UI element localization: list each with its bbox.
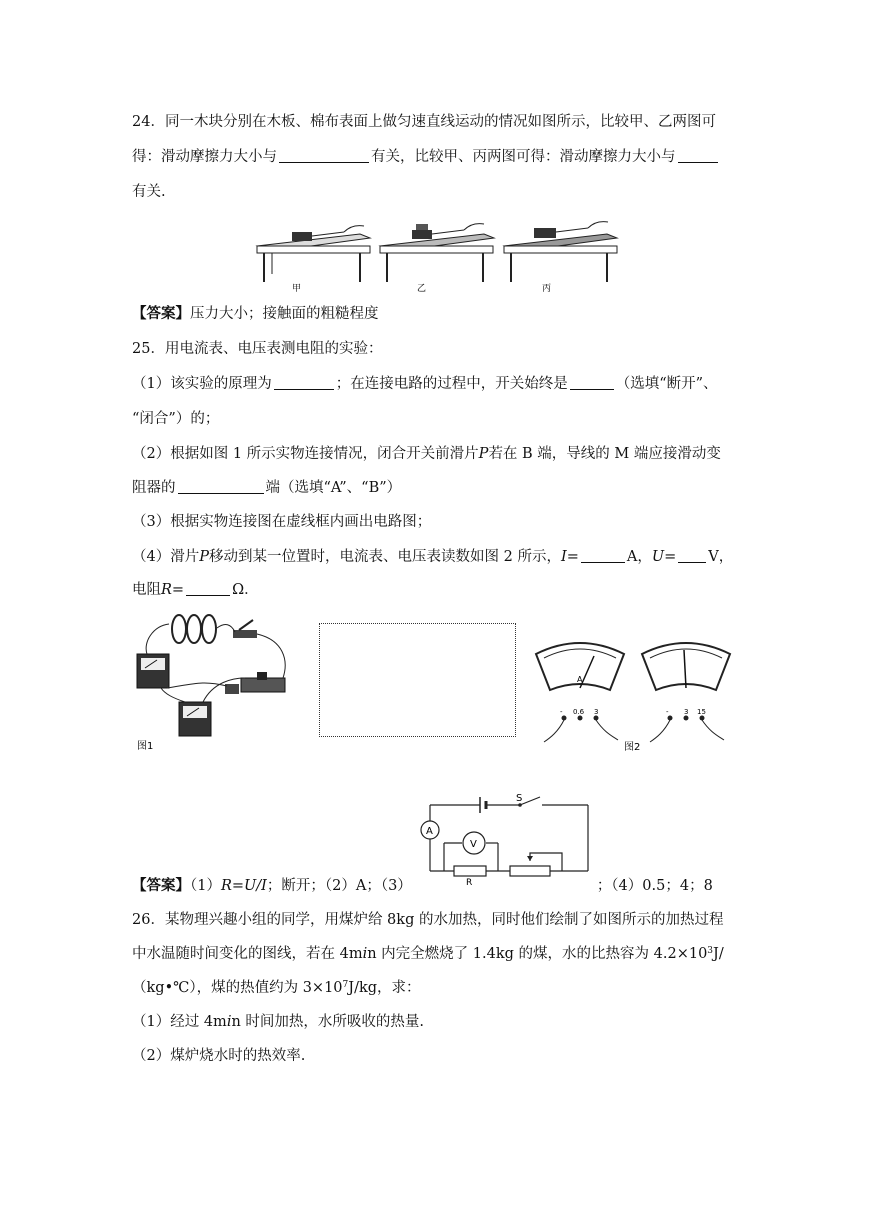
- equals: =: [566, 549, 579, 565]
- figure-1-label: 图1: [137, 741, 154, 752]
- q25-text: （4）滑片: [132, 549, 200, 565]
- circuit-rheostat: [510, 866, 550, 876]
- q24-line2: [132, 147, 720, 167]
- q25-part1-cont: “闭合”）的；: [132, 411, 220, 427]
- var-r: R: [161, 582, 172, 598]
- equals: =: [171, 582, 185, 598]
- answer-tag: 【答案】: [132, 305, 190, 322]
- q25-part4-cont: [132, 580, 259, 600]
- q26-text: （1）经过 4m: [132, 1014, 227, 1030]
- label-yi: 乙: [417, 284, 427, 294]
- figure-2-label: 图2: [624, 742, 641, 753]
- ammeter-terminals: [544, 708, 618, 742]
- table-bing: [504, 222, 617, 282]
- circuit-resistor: [454, 866, 486, 876]
- switch-label: S: [516, 793, 523, 804]
- q25-text: 移动到某一位置时，电流表、电压表读数如图 2 所示，: [209, 549, 561, 565]
- terminal-label: -: [666, 708, 669, 716]
- q25-text: 端（选填“A”、“B”）: [265, 480, 402, 496]
- table-jia: [257, 226, 370, 282]
- answer-blank[interactable]: [678, 147, 718, 163]
- q25-text: 电阻: [132, 582, 161, 598]
- voltmeter-symbol-label: V: [470, 839, 477, 850]
- rheostat-device: [225, 672, 285, 694]
- q25-part4: [132, 547, 733, 567]
- terminal-label: 0.6: [573, 708, 585, 716]
- answer-formula: R=U/I: [220, 878, 267, 894]
- equals: =: [664, 549, 677, 565]
- q25-title: 25．用电流表、电压表测电阻的实验：: [132, 341, 383, 357]
- q26-text: n 时间加热，水所吸收的热量.: [231, 1014, 425, 1030]
- unit-ohm: Ω．: [232, 582, 259, 598]
- ammeter-letter: A: [577, 675, 583, 684]
- q26-line5: （2）煤炉烧水时的热效率.: [132, 1048, 306, 1064]
- answer-circuit-diagram: [412, 793, 592, 885]
- ammeter-device: [137, 654, 169, 688]
- var-u: U: [651, 549, 665, 565]
- answer-blank[interactable]: [178, 478, 264, 494]
- unit-v: V，: [708, 549, 734, 565]
- voltmeter-terminals: [650, 708, 724, 742]
- q26-text: （kg•℃），煤的热值约为 3×10: [132, 980, 343, 996]
- var-p: P: [478, 446, 489, 462]
- q26-text: J/kg，求：: [348, 980, 421, 996]
- q24-text: 有关，比较甲、丙两图可得：滑动摩擦力大小与: [371, 149, 676, 165]
- q26-line1: 26．某物理兴趣小组的同学，用煤炉给 8kg 的水加热，同时他们绘制了如图所示的加热过程: [132, 912, 724, 928]
- answer-blank[interactable]: [581, 547, 625, 563]
- q25-answer: [132, 876, 713, 896]
- q25-text: ；在连接电路的过程中，开关始终是: [335, 376, 568, 392]
- label-jia: 甲: [292, 284, 302, 294]
- q24-answer: [132, 304, 379, 324]
- battery-pack: [172, 615, 216, 643]
- answer-blank[interactable]: [678, 547, 706, 563]
- q25-part2-cont: [132, 478, 401, 498]
- switch-blade: [520, 797, 540, 805]
- terminal-label: 3: [594, 708, 599, 716]
- q25-part1: [132, 374, 718, 394]
- switch-device: [233, 620, 257, 638]
- answer-blank[interactable]: [279, 147, 369, 163]
- q25-text: （1）该实验的原理为: [132, 376, 272, 392]
- q26-line2: [132, 944, 724, 964]
- var-p: P: [199, 549, 209, 565]
- q25-text: （2）根据如图 1 所示实物连接情况，闭合开关前滑片: [132, 446, 479, 462]
- unit-a: A，: [626, 549, 652, 565]
- circuit-drawing-box[interactable]: [319, 623, 516, 737]
- voltmeter-dial: [642, 643, 730, 690]
- figure-1-apparatus: [133, 612, 293, 752]
- var-i: I: [560, 549, 567, 565]
- q25-text: 阻器的: [132, 480, 176, 496]
- answer-blank[interactable]: [570, 374, 614, 390]
- q25-text: 若在 B 端，导线的 M 端应接滑动变: [488, 446, 721, 462]
- q26-text: J/: [713, 946, 724, 962]
- q24-line3: 有关.: [132, 184, 166, 200]
- q26-line4: [132, 1012, 424, 1032]
- q25-part2: [132, 444, 721, 464]
- rheostat-slider-arrow: [527, 856, 533, 861]
- q25-answer-text: （1）: [190, 878, 221, 894]
- q25-part3: （3）根据实物连接图在虚线框内画出电路图；: [132, 514, 432, 530]
- terminal-label: -: [560, 708, 563, 716]
- terminal-label: 3: [684, 708, 689, 716]
- resistor-label: R: [466, 878, 473, 885]
- q25-answer-text: ；（4）0.5；4；8: [596, 878, 713, 894]
- q25-answer-text: ；断开；（2）A；（3）: [266, 878, 412, 894]
- exponent: 7: [342, 980, 349, 990]
- terminal-label: 15: [697, 708, 706, 716]
- exponent: 3: [707, 946, 714, 956]
- q24-answer-text: 压力大小；接触面的粗糙程度: [190, 306, 379, 322]
- q26-text: n 内完全燃烧了 1.4kg 的煤，水的比热容为 4.2×10: [367, 946, 708, 962]
- answer-blank[interactable]: [274, 374, 334, 390]
- ammeter-symbol-label: A: [426, 826, 433, 837]
- q24-text: 得：滑动摩擦力大小与: [132, 149, 277, 165]
- q26-text: 中水温随时间变化的图线，若在 4m: [132, 946, 363, 962]
- q26-italic: i: [362, 946, 368, 962]
- q26-italic: i: [226, 1014, 232, 1030]
- voltmeter-device: [179, 702, 211, 736]
- q26-line3: [132, 978, 421, 998]
- answer-blank[interactable]: [186, 580, 230, 596]
- q25-text: （选填“断开”、: [615, 376, 718, 392]
- label-bing: 丙: [542, 284, 552, 294]
- q24-line1: 24．同一木块分别在木板、棉布表面上做匀速直线运动的情况如图所示，比较甲、乙两图可: [132, 114, 716, 130]
- table-yi: [380, 224, 494, 282]
- figure-2-meters: [524, 622, 739, 754]
- friction-experiment-figure: [252, 214, 622, 294]
- answer-tag: 【答案】: [132, 877, 190, 894]
- ammeter-dial: [536, 643, 624, 690]
